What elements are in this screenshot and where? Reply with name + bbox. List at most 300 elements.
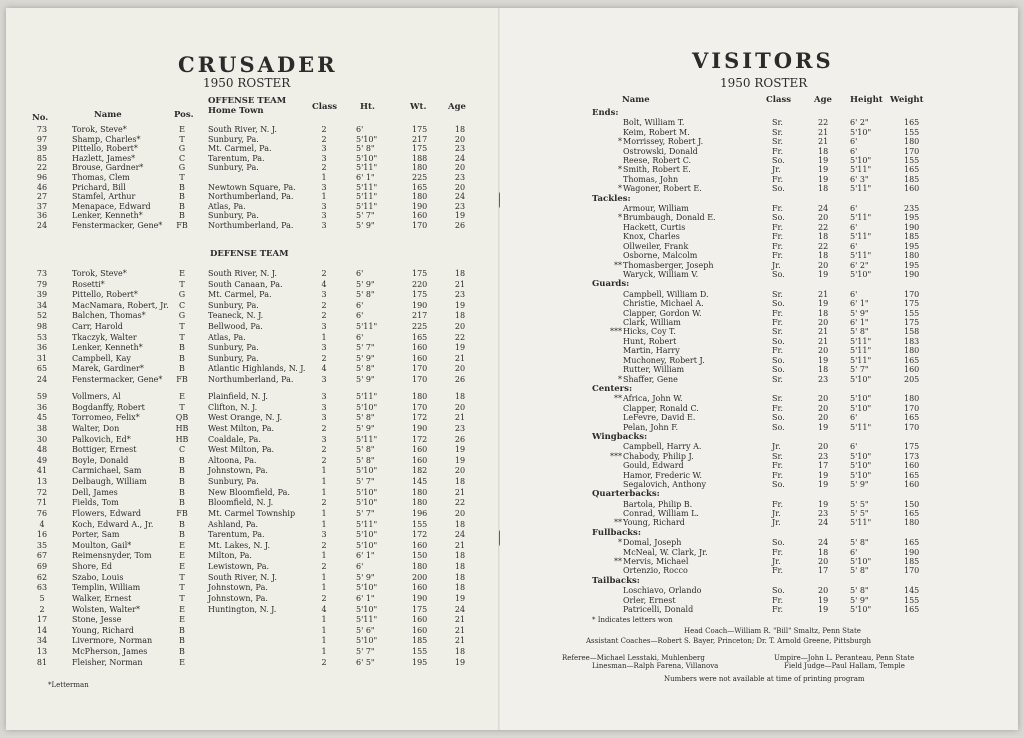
crusader-page [6, 8, 500, 730]
player-age: 17 [818, 461, 829, 471]
player-weight: 225 [412, 173, 428, 182]
player-height: 6' 1" [850, 317, 869, 327]
player-name: Porter, Sam [72, 530, 120, 540]
player-position: B [179, 343, 185, 353]
player-hometown: Johnstown, Pa. [208, 593, 268, 603]
player-position: FB [176, 375, 188, 384]
letter-stars: * [618, 184, 622, 194]
player-class: Fr. [772, 241, 784, 251]
col-age-header: Age [814, 95, 832, 105]
player-height: 6' [850, 203, 858, 213]
player-height: 6' [356, 562, 364, 572]
player-name: Fleisher, Norman [72, 657, 143, 667]
player-weight: 160 [904, 479, 920, 489]
player-age: 20 [818, 260, 829, 270]
player-age: 26 [454, 221, 466, 230]
player-weight: 180 [412, 192, 428, 202]
player-class: 1 [321, 508, 327, 518]
player-class: 2 [321, 540, 327, 550]
player-weight: 220 [412, 279, 428, 289]
player-class: 1 [321, 572, 327, 582]
player-class: 2 [321, 125, 327, 134]
player-class: Fr. [772, 461, 784, 471]
player-age: 23 [454, 290, 466, 300]
player-class: 4 [321, 279, 327, 289]
player-name: Bottiger, Ernest [72, 445, 137, 455]
player-name: Lenker, Kenneth* [72, 343, 143, 353]
player-weight: 190 [412, 593, 428, 603]
player-number: 16 [36, 530, 48, 540]
player-hometown: South River, N. J. [208, 125, 277, 134]
player-weight: 165 [904, 538, 920, 548]
player-height: 5'11" [356, 201, 378, 211]
player-position: HB [175, 434, 189, 444]
player-weight: 145 [412, 477, 428, 487]
player-weight: 225 [412, 322, 428, 331]
player-hometown: Ashland, Pa. [208, 519, 259, 529]
player-hometown: Newtown Square, Pa. [208, 182, 296, 192]
player-class: So. [772, 413, 785, 423]
player-age: 19 [454, 657, 466, 667]
letter-stars: * [618, 213, 622, 223]
player-name: Brumbaugh, Donald E. [623, 213, 716, 223]
player-height: 5' 6" [356, 625, 375, 635]
player-position: B [179, 498, 185, 508]
player-name: Clapper, Ronald C. [623, 403, 699, 413]
player-class: Jr. [772, 557, 781, 566]
player-name: Lenker, Kenneth* [72, 211, 143, 221]
player-number: 4 [39, 519, 45, 529]
player-age: 24 [818, 203, 829, 213]
player-height: 6' [850, 241, 858, 251]
player-hometown: Bloomfield, N. J. [208, 498, 274, 508]
player-weight: 165 [904, 413, 920, 423]
player-position: B [179, 455, 185, 465]
col-height-header: Height [850, 95, 883, 105]
player-height: 5'11" [850, 336, 872, 346]
player-hometown: South Canaan, Pa. [208, 279, 283, 289]
player-class: 3 [321, 402, 327, 412]
player-height: 6' [356, 300, 364, 310]
col-class-header: Class [312, 102, 338, 112]
player-class: Sr. [772, 327, 783, 337]
referee: Referee—Michael Lesstaki, Muhlenberg [562, 654, 705, 662]
player-position: HB [175, 423, 189, 433]
player-weight: 217 [412, 134, 428, 144]
player-class: Jr. [772, 509, 781, 519]
player-position: E [179, 540, 185, 550]
player-hometown: Bellwood, Pa. [208, 322, 263, 331]
player-number: 38 [36, 423, 48, 433]
player-class: 3 [321, 375, 327, 384]
player-height: 5'11" [356, 163, 378, 173]
player-name: Thomas, Clem [72, 173, 130, 182]
player-name: Walter, Don [72, 423, 120, 433]
player-hometown: Coaldale, Pa. [208, 434, 261, 444]
position-group-label: Guards: [592, 279, 630, 290]
head-coach: Head Coach—William R. "Bill" Smaltz, Penn State [684, 627, 861, 635]
player-class: Fr. [772, 595, 784, 605]
player-hometown: Sunbury, Pa. [208, 300, 259, 310]
player-number: 59 [36, 392, 48, 401]
letter-stars: ** [614, 557, 622, 566]
letter-stars: ** [614, 394, 622, 404]
player-age: 21 [818, 327, 829, 337]
player-weight: 160 [412, 615, 428, 625]
player-age: 19 [818, 604, 829, 614]
player-height: 5' 9" [850, 479, 869, 489]
player-name: Mervis, Michael [623, 557, 689, 566]
player-number: 48 [36, 445, 48, 455]
player-weight: 170 [904, 422, 920, 432]
player-name: Hunt, Robert [623, 336, 677, 346]
player-name: Fenstermacker, Gene* [72, 375, 163, 384]
player-weight: 235 [904, 203, 920, 213]
player-age: 26 [454, 434, 466, 444]
player-age: 21 [454, 487, 466, 497]
letter-stars: ** [614, 260, 622, 270]
player-name: Hazlett, James* [72, 153, 136, 163]
player-age: 18 [454, 551, 466, 561]
player-hometown: Mt. Carmel, Pa. [208, 144, 272, 154]
player-height: 5'11" [356, 392, 378, 401]
player-name: Gould, Edward [623, 461, 684, 471]
linesman: Linesman—Ralph Farena, Villanova [592, 662, 719, 670]
player-number: 36 [36, 211, 48, 221]
player-age: 18 [454, 269, 466, 278]
player-height: 5'10" [850, 127, 872, 137]
player-class: 1 [321, 615, 327, 625]
player-age: 20 [454, 402, 466, 412]
player-age: 23 [454, 423, 466, 433]
player-weight: 180 [904, 394, 920, 404]
player-age: 18 [454, 583, 466, 593]
player-class: 4 [321, 364, 327, 374]
player-weight: 175 [412, 290, 428, 300]
player-class: 3 [321, 144, 327, 154]
player-weight: 165 [904, 165, 920, 175]
player-weight: 170 [904, 289, 920, 299]
player-class: So. [772, 336, 785, 346]
player-number: 37 [36, 201, 48, 211]
player-weight: 195 [904, 241, 920, 251]
player-class: 3 [321, 343, 327, 353]
player-class: Fr. [772, 470, 784, 480]
player-height: 5' 7" [356, 647, 375, 657]
visitors-title: VISITORS [692, 48, 834, 73]
player-weight: 185 [904, 232, 920, 242]
player-height: 5'10" [356, 540, 378, 550]
player-height: 5'11" [356, 182, 378, 192]
player-hometown: Mt. Lakes, N. J. [208, 540, 271, 550]
player-position: E [179, 615, 185, 625]
player-height: 5'11" [850, 165, 872, 175]
player-height: 5' 8" [356, 455, 375, 465]
player-hometown: Milton, Pa. [208, 551, 252, 561]
player-weight: 183 [904, 336, 920, 346]
col-name-header: Name [94, 110, 122, 120]
player-class: So. [772, 365, 785, 375]
player-weight: 170 [904, 146, 920, 156]
player-class: Sr. [772, 374, 783, 384]
player-age: 19 [818, 165, 829, 175]
player-class: 1 [321, 647, 327, 657]
player-age: 19 [454, 455, 466, 465]
player-number: 31 [36, 353, 48, 363]
player-hometown: Altoona, Pa. [208, 455, 257, 465]
player-position: T [179, 173, 185, 182]
player-age: 19 [454, 593, 466, 603]
player-weight: 155 [904, 127, 920, 137]
player-height: 6' 1" [356, 593, 375, 603]
player-weight: 175 [412, 604, 428, 614]
player-age: 24 [454, 604, 466, 614]
player-age: 21 [818, 289, 829, 299]
player-position: C [178, 300, 186, 310]
player-weight: 158 [904, 327, 920, 337]
player-name: Thomasberger, Joseph [623, 260, 714, 270]
player-name: Thomas, John [623, 174, 679, 184]
player-position: B [179, 625, 185, 635]
col-no-header: No. [32, 113, 49, 123]
player-height: 5'10" [850, 451, 872, 461]
player-height: 5' 9" [356, 221, 375, 230]
player-name: Osborne, Malcolm [623, 251, 698, 261]
player-hometown: Sunbury, Pa. [208, 134, 259, 144]
player-height: 6' [356, 332, 364, 342]
umpire: Umpire—John L. Peranteau, Penn State [774, 654, 915, 662]
player-number: 41 [36, 466, 48, 476]
player-age: 20 [818, 413, 829, 423]
player-height: 5'10" [356, 402, 378, 412]
player-number: 30 [36, 434, 48, 444]
player-age: 24 [818, 538, 829, 548]
player-name: Tkaczyk, Walter [72, 332, 137, 342]
player-number: 69 [36, 562, 48, 572]
player-class: Fr. [772, 547, 784, 557]
player-name: Knox, Charles [623, 232, 680, 242]
field-judge: Field Judge—Paul Hallam, Temple [784, 662, 905, 670]
player-class: 2 [321, 455, 327, 465]
player-age: 22 [818, 118, 829, 128]
player-number: 53 [36, 332, 48, 342]
player-weight: 175 [412, 125, 428, 134]
player-height: 5'11" [850, 422, 872, 432]
player-height: 5' 7" [356, 508, 375, 518]
player-hometown: Tarentum, Pa. [208, 153, 265, 163]
player-class: 3 [321, 322, 327, 331]
player-hometown: Northumberland, Pa. [208, 192, 294, 202]
player-class: 2 [321, 134, 327, 144]
player-name: Brouse, Gardner* [72, 163, 144, 173]
player-age: 20 [454, 508, 466, 518]
player-position: B [179, 364, 185, 374]
player-name: Pelan, John F. [623, 422, 679, 432]
player-weight: 160 [904, 365, 920, 375]
player-weight: 217 [412, 311, 428, 321]
player-position: B [179, 466, 185, 476]
player-age: 22 [818, 222, 829, 232]
player-age: 23 [818, 374, 829, 384]
player-weight: 165 [904, 355, 920, 365]
player-position: E [179, 125, 185, 134]
player-hometown: Sunbury, Pa. [208, 343, 259, 353]
offense-team-label: OFFENSE TEAM [208, 96, 287, 106]
player-hometown: Atlas, Pa. [208, 332, 246, 342]
position-group-label: Wingbacks: [592, 432, 648, 442]
player-height: 5'10" [356, 134, 378, 144]
player-weight: 180 [904, 518, 920, 528]
player-age: 24 [818, 518, 829, 528]
player-height: 5' 8" [356, 364, 375, 374]
player-class: 2 [321, 353, 327, 363]
player-age: 18 [454, 392, 466, 401]
player-name: Rutter, William [623, 365, 685, 375]
player-class: 2 [321, 300, 327, 310]
col-weight-header: Weight [890, 95, 924, 105]
player-weight: 196 [412, 508, 428, 518]
player-weight: 155 [904, 155, 920, 165]
player-position: G [178, 144, 186, 154]
player-name: Muchoney, Robert J. [623, 355, 705, 365]
player-name: Fenstermacker, Gene* [72, 221, 163, 230]
player-height: 5'10" [356, 498, 378, 508]
player-class: 1 [321, 477, 327, 487]
player-name: Torok, Steve* [72, 125, 127, 134]
player-name: Shamp, Charles* [72, 134, 141, 144]
player-weight: 180 [904, 137, 920, 147]
player-class: 3 [321, 201, 327, 211]
player-weight: 182 [412, 466, 428, 476]
player-name: Conrad, William L. [623, 509, 699, 519]
player-class: 3 [321, 434, 327, 444]
player-height: 6' [850, 289, 858, 299]
player-number: 27 [36, 192, 48, 202]
player-age: 20 [818, 586, 829, 596]
player-name: Torromeo, Felix* [72, 413, 140, 423]
letter-stars: * [618, 165, 622, 175]
player-height: 5'10" [850, 374, 872, 384]
player-height: 5'10" [850, 270, 872, 279]
player-height: 5' 8" [850, 566, 869, 576]
player-position: B [179, 211, 185, 221]
player-height: 5' 7" [356, 211, 375, 221]
player-class: 2 [321, 269, 327, 278]
player-name: Campbell, Harry A. [623, 442, 702, 452]
player-age: 22 [454, 498, 466, 508]
player-position: T [179, 134, 185, 144]
player-age: 19 [818, 479, 829, 489]
player-height: 6' [850, 413, 858, 423]
player-age: 19 [818, 595, 829, 605]
col-wt-header: Wt. [410, 102, 427, 112]
player-height: 6' 1" [356, 551, 375, 561]
player-class: Jr. [772, 518, 781, 528]
letterman-footnote: *Letterman [48, 681, 89, 689]
player-name: Vollmers, Al [72, 392, 121, 401]
player-name: Moulton, Gail* [72, 540, 132, 550]
letter-stars: * [618, 538, 622, 548]
player-weight: 170 [412, 402, 428, 412]
player-class: 3 [321, 530, 327, 540]
position-group-label: Tackles: [592, 193, 631, 204]
player-height: 5'10" [850, 604, 872, 614]
player-name: Koch, Edward A., Jr. [72, 519, 154, 529]
player-name: Martin, Harry [623, 346, 680, 356]
player-weight: 180 [412, 392, 428, 401]
player-hometown: Sunbury, Pa. [208, 163, 259, 173]
player-number: 22 [36, 163, 48, 173]
player-height: 5'10" [850, 461, 872, 471]
player-height: 5' 8" [850, 538, 869, 548]
program-spread [6, 8, 1018, 730]
player-age: 18 [818, 184, 829, 194]
player-height: 5' 7" [850, 365, 869, 375]
player-class: So. [772, 538, 785, 548]
player-name: Rosetti* [72, 279, 105, 289]
player-age: 23 [454, 144, 466, 154]
player-name: Reese, Robert C. [623, 155, 692, 165]
player-name: McNeal, W. Clark, Jr. [623, 547, 708, 557]
player-name: Bartola, Philip B. [623, 499, 693, 509]
player-position: E [179, 562, 185, 572]
player-position: G [178, 163, 186, 173]
player-weight: 165 [904, 509, 920, 519]
player-position: B [179, 192, 185, 202]
player-number: 96 [36, 173, 48, 182]
player-name: Christie, Michael A. [623, 299, 704, 309]
player-age: 18 [454, 519, 466, 529]
player-height: 6' 2" [850, 118, 869, 128]
player-hometown: Mt. Carmel, Pa. [208, 290, 272, 300]
player-weight: 155 [412, 647, 428, 657]
player-height: 5' 5" [850, 509, 869, 519]
player-position: B [179, 647, 185, 657]
player-weight: 145 [904, 586, 920, 596]
player-class: 2 [321, 562, 327, 572]
player-number: 49 [36, 455, 48, 465]
player-weight: 180 [412, 487, 428, 497]
player-age: 22 [454, 332, 466, 342]
player-number: 46 [36, 182, 48, 192]
player-name: Marek, Gardiner* [72, 364, 144, 374]
player-class: Fr. [772, 251, 784, 261]
player-weight: 165 [904, 604, 920, 614]
player-height: 5' 9" [850, 308, 869, 318]
player-hometown: Sunbury, Pa. [208, 477, 259, 487]
player-weight: 195 [904, 213, 920, 223]
player-weight: 155 [904, 595, 920, 605]
player-class: Fr. [772, 232, 784, 242]
player-height: 5'11" [850, 251, 872, 261]
player-age: 20 [818, 557, 829, 566]
player-weight: 200 [412, 572, 428, 582]
player-age: 18 [454, 562, 466, 572]
player-position: B [179, 353, 185, 363]
player-weight: 170 [412, 221, 428, 230]
player-hometown: Northumberland, Pa. [208, 375, 294, 384]
letters-footnote: * Indicates letters won [592, 616, 673, 624]
letter-stars: *** [610, 327, 622, 337]
player-age: 19 [818, 422, 829, 432]
player-height: 6' 1" [850, 299, 869, 309]
player-name: Waryck, William V. [623, 270, 699, 279]
player-age: 20 [818, 346, 829, 356]
player-number: 76 [36, 508, 48, 518]
player-height: 5'10" [356, 604, 378, 614]
player-position: B [179, 182, 185, 192]
player-age: 24 [454, 530, 466, 540]
